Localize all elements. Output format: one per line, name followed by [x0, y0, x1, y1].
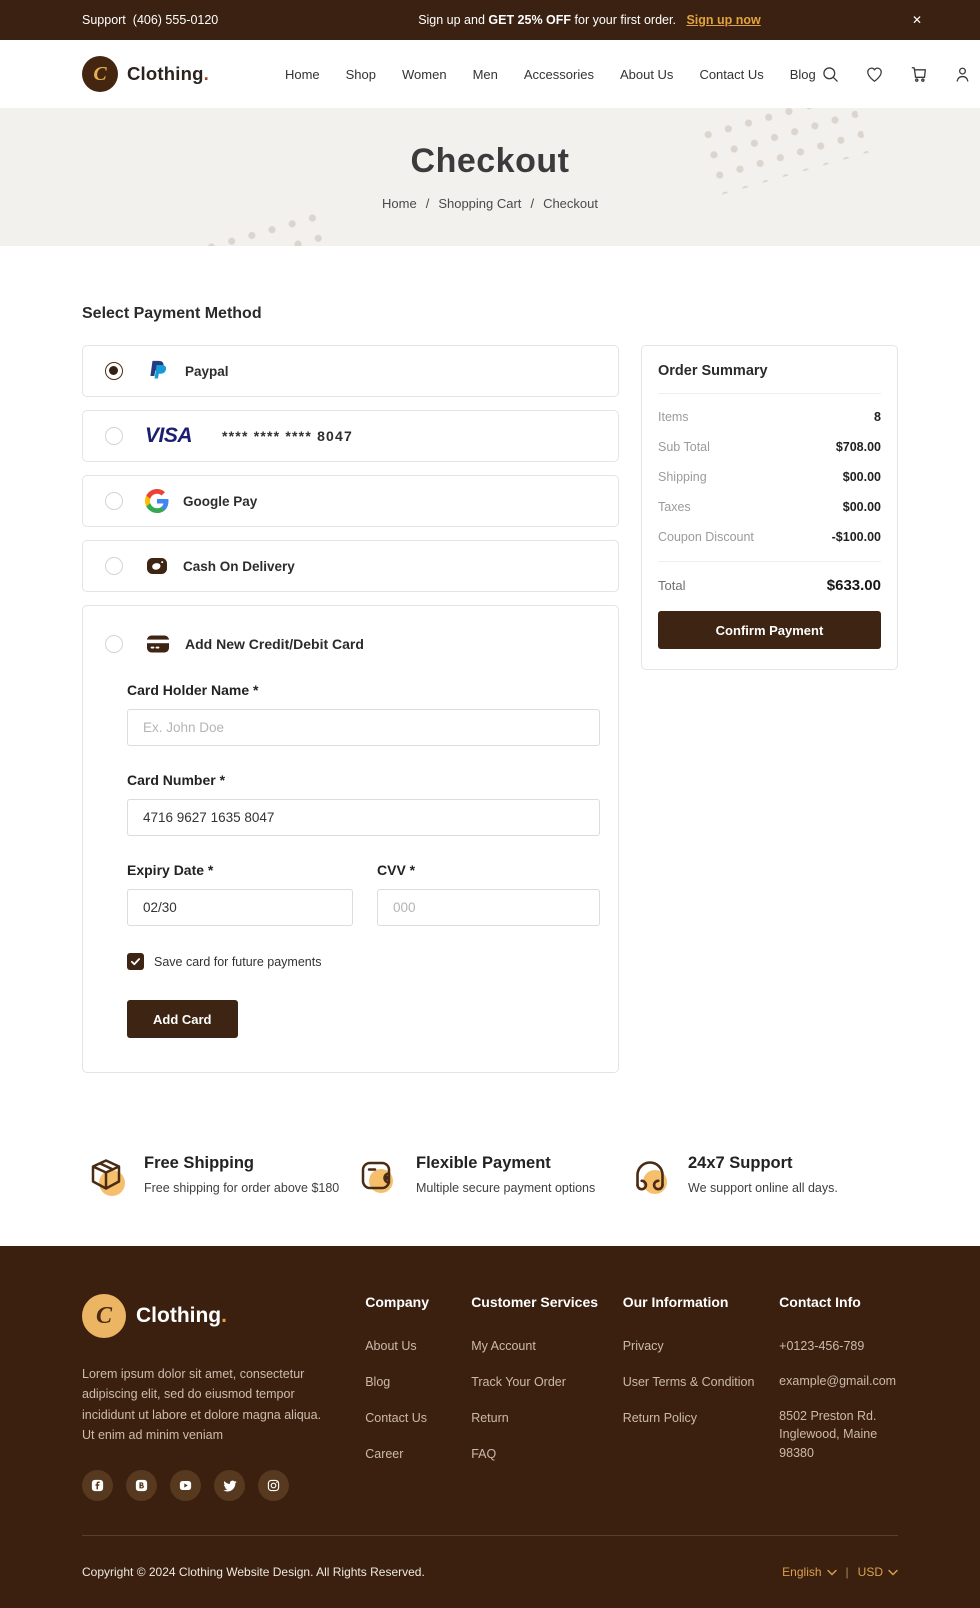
- add-new-card-label: Add New Credit/Debit Card: [185, 636, 364, 652]
- nav-about-us[interactable]: About Us: [619, 66, 674, 82]
- cvv-label: CVV *: [377, 862, 416, 878]
- wishlist-heart-icon[interactable]: [860, 59, 890, 89]
- account-user-icon[interactable]: [948, 59, 978, 89]
- footer-link-user-terms[interactable]: User Terms & Condition: [622, 1375, 755, 1390]
- summary-row-shipping: Shipping $00.00: [658, 470, 881, 484]
- signup-now-link[interactable]: Sign up now: [686, 13, 761, 27]
- summary-row-taxes: Taxes $00.00: [658, 500, 881, 514]
- nav-accessories[interactable]: Accessories: [523, 66, 594, 82]
- announcement-bar: [0, 0, 980, 40]
- visa-logo: VISA: [145, 424, 193, 447]
- footer-column-title: Contact Info: [779, 1294, 861, 1310]
- google-icon: [145, 489, 169, 513]
- youtube-icon[interactable]: [170, 1470, 201, 1501]
- language-selector[interactable]: English: [782, 1565, 836, 1579]
- twitter-icon[interactable]: [214, 1470, 245, 1501]
- footer-column-contact-info: [779, 1294, 898, 1501]
- footer-link-contact-us[interactable]: Contact Us: [365, 1411, 428, 1426]
- footer-link-my-account[interactable]: My Account: [471, 1339, 536, 1353]
- radio-paypal[interactable]: [105, 362, 123, 380]
- footer-link-track-order[interactable]: Track Your Order: [471, 1375, 566, 1390]
- feature-flexible-payment: [354, 1152, 626, 1200]
- instagram-icon[interactable]: [258, 1470, 289, 1501]
- new-card-form: [105, 682, 600, 1038]
- nav-home[interactable]: Home: [284, 66, 320, 82]
- site-header: [0, 40, 980, 108]
- footer-column-title: Customer Services: [471, 1294, 599, 1310]
- paypal-icon: [145, 358, 171, 384]
- footer-column-title: Our Information: [622, 1294, 729, 1310]
- radio-google-pay[interactable]: [105, 492, 123, 510]
- breadcrumb: [0, 196, 980, 211]
- breadcrumb-separator: /: [530, 196, 535, 211]
- promo-message: [307, 13, 872, 27]
- summary-divider: [658, 561, 881, 562]
- order-summary-title: Order Summary: [658, 363, 881, 394]
- save-card-label: Save card for future payments: [154, 954, 322, 969]
- feature-title: Flexible Payment: [416, 1154, 551, 1172]
- expiry-date-field[interactable]: [127, 889, 353, 926]
- nav-blog[interactable]: Blog: [789, 66, 816, 82]
- close-icon[interactable]: ✕: [911, 13, 922, 27]
- feature-desc: Free shipping for order above $180: [144, 1181, 340, 1195]
- header-icons: [816, 59, 978, 89]
- summary-row-coupon-discount: Coupon Discount -$100.00: [658, 530, 881, 544]
- feature-free-shipping: [82, 1152, 354, 1200]
- footer-brand-column: [82, 1294, 365, 1501]
- search-icon[interactable]: [816, 59, 846, 89]
- radio-cash-on-delivery[interactable]: [105, 557, 123, 575]
- add-card-button[interactable]: Add Card: [127, 1000, 238, 1038]
- save-card-checkbox[interactable]: [127, 953, 144, 970]
- card-holder-name-label: Card Holder Name *: [127, 682, 259, 698]
- expiry-date-label: Expiry Date *: [127, 862, 214, 878]
- footer-link-return[interactable]: Return: [471, 1411, 509, 1426]
- footer-column-title: Company: [365, 1294, 430, 1310]
- payment-option-label: Google Pay: [183, 493, 258, 509]
- promo-prefix: Sign up and: [418, 13, 489, 27]
- footer-contact-email[interactable]: example@gmail.com: [779, 1374, 897, 1389]
- footer-link-career[interactable]: Career: [365, 1447, 404, 1462]
- logo-mark: [82, 56, 118, 92]
- footer-column-company: [365, 1294, 471, 1501]
- feature-desc: Multiple secure payment options: [416, 1181, 596, 1195]
- cart-icon[interactable]: [904, 59, 934, 89]
- chevron-down-icon: [888, 1569, 898, 1576]
- footer-column-customer-services: [471, 1294, 623, 1501]
- nav-women[interactable]: Women: [402, 66, 447, 82]
- masked-card-number: **** **** **** 8047: [222, 428, 354, 444]
- nav-men[interactable]: Men: [472, 66, 498, 82]
- feature-title: Free Shipping: [144, 1154, 255, 1172]
- support-number: (406) 555-0120: [132, 13, 219, 27]
- payment-option-label: Paypal: [185, 363, 229, 379]
- promo-suffix: for your first order.: [571, 13, 676, 27]
- footer-link-privacy[interactable]: Privacy: [622, 1339, 664, 1353]
- summary-row-items: Items 8: [658, 410, 881, 424]
- footer-link-blog[interactable]: Blog: [365, 1375, 391, 1390]
- nav-shop[interactable]: Shop: [345, 66, 377, 82]
- radio-new-card[interactable]: [105, 635, 123, 653]
- main-nav: [285, 67, 816, 82]
- currency-selector[interactable]: USD: [858, 1565, 898, 1579]
- payment-option-label: Cash On Delivery: [183, 558, 295, 574]
- order-summary-panel: [641, 345, 898, 670]
- card-number-field[interactable]: [127, 799, 600, 836]
- payment-option-paypal[interactable]: [82, 345, 619, 397]
- breadcrumb-current: Checkout: [543, 196, 598, 211]
- wallet-icon: [354, 1152, 402, 1200]
- feature-title: 24x7 Support: [688, 1154, 793, 1172]
- card-number-label: Card Number *: [127, 772, 226, 788]
- support-label: Support: [82, 13, 126, 27]
- cash-icon: [145, 554, 169, 578]
- chevron-down-icon: [827, 1569, 837, 1576]
- copyright-text: Copyright © 2024 Clothing Website Design. All Rights Reserved.: [82, 1565, 425, 1579]
- page-title: Checkout: [410, 142, 570, 180]
- footer-logo-mark: C: [82, 1294, 126, 1338]
- support-phone: [82, 13, 307, 27]
- payment-option-google-pay[interactable]: [82, 475, 619, 527]
- footer-contact-address: 8502 Preston Rd. Inglewood, Maine 98380: [779, 1409, 878, 1460]
- features-strip: [82, 1152, 898, 1200]
- footer-link-about-us[interactable]: About Us: [365, 1339, 417, 1353]
- brand-logo[interactable]: [82, 56, 209, 92]
- page-hero: [0, 108, 980, 246]
- summary-row-subtotal: Sub Total $708.00: [658, 440, 881, 454]
- card-holder-name-field[interactable]: [127, 709, 600, 746]
- add-new-card-option[interactable]: [105, 632, 600, 656]
- feature-support: [626, 1152, 898, 1200]
- save-card-row[interactable]: [127, 953, 600, 970]
- add-new-card-panel: [82, 605, 619, 1073]
- headphones-icon: [626, 1152, 674, 1200]
- footer-link-faq[interactable]: FAQ: [471, 1447, 497, 1462]
- footer-about-text: Lorem ipsum dolor sit amet, consectetur adipiscing elit, sed do eiusmod tempor incididunt ut labore et dolore magna aliqua. Ut enim ad minim veniam: [82, 1367, 322, 1442]
- payment-options-column: [82, 345, 619, 1073]
- breadcrumb-home[interactable]: Home: [382, 196, 417, 211]
- blogger-icon[interactable]: [126, 1470, 157, 1501]
- breadcrumb-shopping-cart[interactable]: Shopping Cart: [438, 196, 522, 211]
- locale-divider: |: [845, 1565, 849, 1579]
- decorative-dots: [695, 108, 869, 197]
- confirm-payment-button[interactable]: Confirm Payment: [658, 611, 881, 649]
- footer-column-our-information: [623, 1294, 779, 1501]
- facebook-icon[interactable]: [82, 1470, 113, 1501]
- payment-option-visa-card[interactable]: [82, 410, 619, 462]
- nav-contact-us[interactable]: Contact Us: [699, 66, 764, 82]
- social-links: [82, 1470, 365, 1501]
- main-content: [0, 305, 980, 1200]
- site-footer: [0, 1246, 980, 1608]
- footer-link-return-policy[interactable]: Return Policy: [622, 1411, 698, 1426]
- footer-contact-phone[interactable]: +0123-456-789: [779, 1339, 865, 1353]
- summary-total-row: Total $633.00: [658, 577, 881, 594]
- payment-method-heading: Select Payment Method: [82, 305, 262, 322]
- credit-card-icon: [145, 632, 171, 656]
- promo-offer: GET 25% OFF: [488, 13, 572, 27]
- logo-letter: C: [93, 62, 107, 85]
- breadcrumb-separator: /: [425, 196, 430, 211]
- payment-option-cash-on-delivery[interactable]: [82, 540, 619, 592]
- cvv-field[interactable]: [377, 889, 600, 926]
- brand-name: Clothing.: [127, 63, 209, 84]
- footer-brand-name: Clothing.: [136, 1304, 227, 1327]
- footer-brand-logo[interactable]: [82, 1294, 365, 1338]
- feature-desc: We support online all days.: [688, 1181, 838, 1195]
- locale-selectors: [782, 1565, 898, 1579]
- footer-bottom-bar: [82, 1536, 898, 1608]
- radio-visa[interactable]: [105, 427, 123, 445]
- package-box-icon: [82, 1152, 130, 1200]
